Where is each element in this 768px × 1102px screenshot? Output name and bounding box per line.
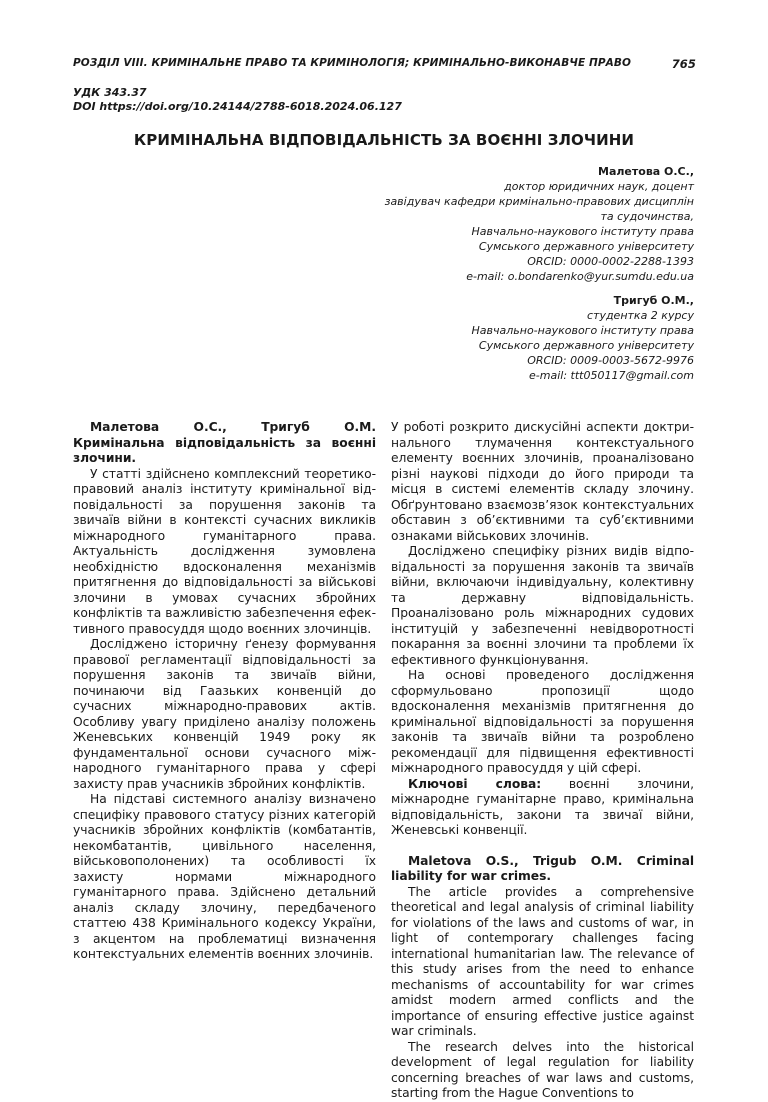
abstract-uk-paragraph-4-cont: У роботі розкрито дискусійні аспекти доктринального тлумачення контекстуального елементу воєнних злочинів, проаналізовано різні наукові підходи до його природи та місця в системі елементів складу злочину. Обґрунтовано взаємозв’язок контекстуальних обставин з об’єктивними та суб’єктивними ознаками військових злочинів.	[391, 420, 694, 543]
author-position: завідувач кафедри кримінально-правових дисциплін	[384, 195, 694, 208]
keywords-label: Ключові слова:	[408, 776, 542, 791]
abstract-uk-paragraph-6: На основі проведеного дослідження сформульовано пропозиції щодо вдосконалення механізмів притягнення до кримінальної відповідальності за порушення законів та звичаїв війни та розроблено рекомендації для підвищення ефективності міжнародного правосуддя у цій сфері.	[391, 668, 694, 775]
right-column	[391, 420, 694, 1102]
citation-uk-text: Малетова О.С., Тригуб О.М. Кримінальна відповідальність за воєнні злочини.	[73, 420, 376, 465]
author-degree: доктор юридичних наук, доцент	[504, 180, 694, 193]
author-email[interactable]: e-mail: o.bondarenko@yur.sumdu.edu.ua	[466, 270, 694, 283]
citation-uk	[73, 420, 376, 467]
section-title: РОЗДІЛ VIII. КРИМІНАЛЬНЕ ПРАВО ТА КРИМІНОЛОГІЯ; КРИМІНАЛЬНО-ВИКОНАВЧЕ ПРАВО	[73, 57, 632, 69]
keywords-list: воєнні злочини, міжнародне гуманітарне право, кримінальна відповідальність, закони та звичаї війни, Женевські конвенції.	[391, 776, 694, 837]
author-status: студентка 2 курсу	[586, 309, 694, 322]
author-name: Тригуб О.М.,	[613, 294, 694, 307]
left-column	[73, 420, 376, 963]
author-institute: Навчально-наукового інституту права	[471, 324, 694, 337]
abstract-uk-paragraph-2: Досліджено історичну ґенезу формування правової регламентації відповідальності за порушення законів та звичаїв війни, починаючи від Гаазьких конвенцій до сучасних міжнародно-правових актів. Особливу увагу приділено аналізу положень Женевських конвенцій 1949 року як фундаментальної основи сучасного міжнародного гуманітарного права у сфері захисту прав учасників збройних конфліктів.	[73, 637, 376, 791]
section-gap	[391, 839, 694, 854]
author-name: Малетова О.С.,	[598, 165, 694, 178]
author-orcid[interactable]: ORCID: 0009-0003-5672-9976	[527, 354, 694, 367]
abstract-uk-paragraph-1: У статті здійснено комплексний теоретико-правовий аналіз інституту кримінальної відповідальності за порушення законів та звичаїв війни в контексті сучасних викликів міжнародного гуманітарного права. Актуальність дослідження зумовлена необхідністю вдосконалення механізмів притягнення до відповідальності за військові злочини в умовах сучасних збройних конфліктів та важливістю забезпечення ефективного правосуддя щодо воєнних злочинців.	[73, 466, 376, 636]
article-title: КРИМІНАЛЬНА ВІДПОВІДАЛЬНІСТЬ ЗА ВОЄННІ ЗЛОЧИНИ	[133, 131, 635, 149]
keywords-uk	[391, 777, 694, 839]
citation-en	[391, 854, 694, 885]
author-orcid[interactable]: ORCID: 0000-0002-2288-1393	[527, 255, 694, 268]
doi-link[interactable]: DOI https://doi.org/10.24144/2788-6018.2024.06.127	[73, 100, 402, 113]
page-number: 765	[671, 57, 696, 71]
citation-en-text: Maletova O.S., Trigub O.M. Criminal liability for war crimes.	[391, 853, 694, 883]
udk-code: УДК 343.37	[73, 86, 147, 99]
abstract-uk-paragraph-5: Досліджено специфіку різних видів відповідальності за порушення законів та звичаїв війни, включаючи індивідуальну, колективну та державну відповідальність. Проаналізовано роль міжнародних судових інституцій у забезпеченні невідворотності покарання за воєнні злочини та проблеми їх ефективного функціонування.	[391, 544, 694, 667]
author-email[interactable]: e-mail: ttt050117@gmail.com	[529, 369, 694, 382]
running-header	[73, 57, 696, 69]
abstract-en-paragraph-1: The article provides a comprehensive theoretical and legal analysis of criminal liability for violations of the laws and customs of war, in light of contemporary challenges facing international humanitarian law. The relevance of this study arises from the need to enhance mechanisms of accountability for war crimes amidst modern armed conflicts and the importance of ensuring effective justice against war criminals.	[391, 884, 694, 1038]
abstract-uk-paragraph-3: На підставі системного аналізу визначено специфіку правового статусу різних категорій учасників збройних конфліктів (комбатантів, некомбатантів, цивільного населення, військовополонених) та особливості їх захисту нормами міжнародного гуманітарного права. Здійснено детальний аналіз складу злочину, передбаченого статтею 438 Кримінального кодексу України, з акцентом на проблематиці визначення контекстуальних елементів воєнних злочинів.	[73, 792, 376, 961]
author-institute: Навчально-наукового інституту права	[471, 225, 694, 238]
abstract-en-paragraph-2: The research delves into the historical development of legal regulation for liability concerning breaches of war laws and customs, starting from the Hague Conventions to	[391, 1039, 694, 1100]
author-block-2	[472, 293, 695, 383]
author-position-cont: та судочинства,	[600, 210, 694, 223]
author-block-1	[385, 164, 694, 284]
article-meta	[73, 86, 402, 114]
author-university: Сумського державного університету	[478, 240, 694, 253]
author-university: Сумського державного університету	[478, 339, 694, 352]
